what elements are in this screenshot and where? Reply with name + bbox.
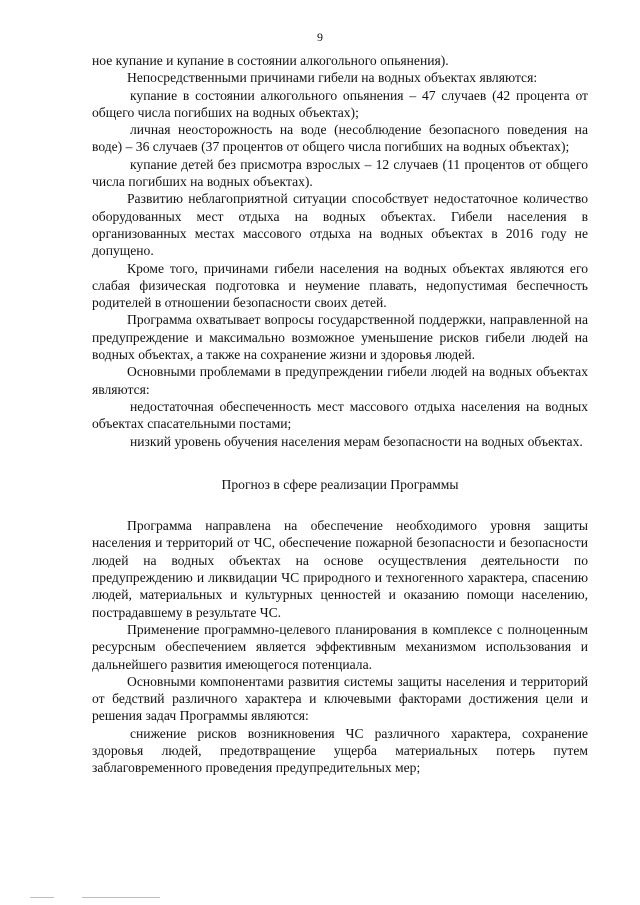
page-number: 9: [317, 30, 323, 44]
paragraph-planning: Применение программно-целевого планирования в комплексе с полноценным ресурсным обеспечением является эффективным механизмом использования и дальнейшего развития имеющегося потенциала.: [92, 621, 588, 672]
paragraph-program-aim: Программа направлена на обеспечение необходимого уровня защиты населения и территорий от ЧС, обеспечение пожарной безопасности и безопасности людей на водных объектах на основе осуществления деятельности по предупреждению и ликвидации ЧС природного и техногенного характера, спасению людей, материальных и культурных ценностей и оказанию помощи населению, пострадавшему в результате ЧС.: [92, 518, 588, 620]
paragraph-direct-causes-intro: Непосредственными причинами гибели на водных объектах являются:: [127, 70, 538, 86]
list-item-training: низкий уровень обучения населения мерам безопасности на водных объектах.: [130, 433, 583, 449]
paragraph-key-components: Основными компонентами развития системы защиты населения и территорий от бедствий различного характера и ключевыми факторами достижения цели и решения задач Программы являются:: [92, 673, 588, 724]
list-item-risk-reduction: снижение рисков возникновения ЧС различного характера, сохранение здоровья людей, предотвращение ущерба материальных потерь путем заблаговременного проведения предупредительных мер;: [92, 725, 588, 776]
scan-artifact: [30, 897, 230, 901]
paragraph-additional-causes: Кроме того, причинами гибели населения на водных объектах являются его слабая физическая подготовка и неумение плавать, недопустимая беспечность родителей в отношении безопасности своих детей.: [92, 260, 588, 311]
list-item-children: купание детей без присмотра взрослых – 12 случаев (11 процентов от общего числа погибших на водных объектах).: [92, 156, 588, 190]
paragraph-program-scope: Программа охватывает вопросы государственной поддержки, направленной на предупреждение и максимально возможное уменьшение рисков гибели людей на водных объектах, а также на сохранение жизни и здоровья людей.: [92, 312, 588, 363]
list-item-alcohol: купание в состоянии алкогольного опьянения – 47 случаев (42 процента от общего числа погибших на водных объектах);: [92, 87, 588, 120]
list-item-rescue-posts: недостаточная обеспеченность мест массового отдыха населения на водных объектах спасательными постами;: [92, 398, 588, 432]
document-body: [92, 52, 588, 777]
list-item-carelessness: личная неосторожность на воде (несоблюдение безопасного поведения на воде) – 36 случаев (37 процентов от общего числа погибших на водных объектах);: [92, 122, 588, 155]
section-heading: Прогноз в сфере реализации Программы: [221, 476, 459, 492]
paragraph-unfavorable-situation: Развитию неблагоприятной ситуации способствует недостаточное количество оборудованных мест отдыха на водных объектах. Гибели населения в организованных местах массового отдыха на водных объектах в 2016 году не допущено.: [92, 191, 588, 259]
paragraph-continuation: ное купание и купание в состоянии алкогольного опьянения).: [92, 53, 449, 68]
paragraph-main-problems: Основными проблемами в предупреждении гибели людей на водных объектах являются:: [92, 364, 588, 397]
